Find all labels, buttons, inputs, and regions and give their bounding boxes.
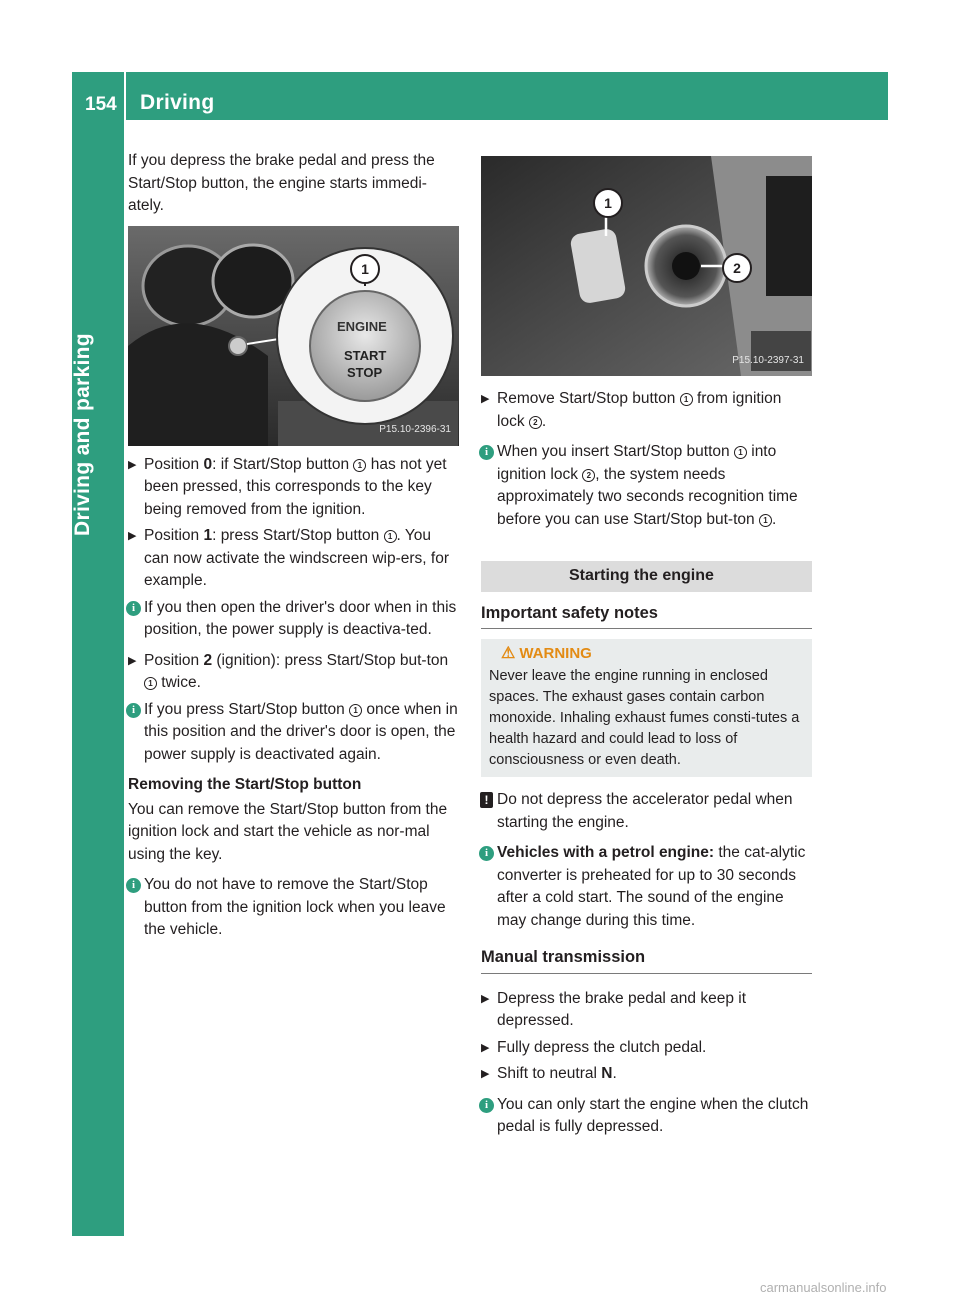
circle-one: 1 (734, 446, 747, 459)
step-text: Remove Start/Stop button (497, 390, 680, 407)
arrow-icon: ▶ (128, 530, 137, 542)
warning-box (481, 639, 812, 777)
info-icon: i (479, 445, 494, 460)
right-column (481, 156, 812, 1147)
step-text: Depress the brake pedal and keep it depressed. (497, 989, 747, 1029)
manual-step-2 (481, 1037, 812, 1060)
step-text: . (541, 412, 547, 430)
page-number: 154 (85, 94, 117, 115)
info-text: , the system needs approximately two seconds recognition time before you can use Start/Stop but-ton (497, 465, 798, 528)
circle-one: 1 (680, 393, 693, 406)
section-title: Driving (140, 91, 215, 114)
step-text: Fully depress the clutch pedal. (497, 1038, 707, 1056)
dashboard-photo (128, 226, 459, 446)
step-text: : if Start/Stop button (212, 455, 354, 473)
manual-heading: Manual transmission (481, 946, 812, 974)
safety-heading: Important safety notes (481, 602, 812, 630)
arrow-icon: ▶ (481, 1041, 490, 1054)
step-text: . You can now activate the windscreen wip-ers, for example. (144, 527, 449, 589)
info-petrol (481, 842, 812, 932)
arrow-icon: ▶ (128, 654, 137, 667)
stop-label: STOP (347, 364, 383, 380)
info-text: once when in this position and the driver's door is open, the power supply is deactivated again. (144, 700, 458, 763)
left-column (128, 150, 460, 950)
starting-heading: Starting the engine (481, 561, 812, 592)
info-text: You can only start the engine when the clutch pedal is fully depressed. (497, 1095, 809, 1135)
step-text: from ignition lock (497, 390, 782, 430)
info-text: When you insert Start/Stop button (497, 443, 734, 460)
step-position-1 (128, 525, 460, 593)
info-icon: i (479, 846, 494, 861)
engine-label: ENGINE (337, 318, 387, 334)
step-text: Position (144, 455, 204, 473)
circle-two: 2 (529, 416, 542, 429)
manual-step-3 (481, 1063, 812, 1086)
petrol-bold: Vehicles with a petrol engine: (497, 844, 715, 861)
info-text: the cat-alytic converter is preheated for up to 30 seconds after a cold start. The sound of the engine may change during this time. (497, 844, 806, 929)
step-remove-button (481, 388, 812, 433)
info-icon: i (126, 601, 141, 616)
image-code: P15.10-2396-31 (379, 424, 451, 435)
info-note-3 (128, 874, 460, 942)
arrow-icon: ▶ (481, 393, 490, 405)
info-text: If you press Start/Stop button (144, 700, 350, 718)
arrow-icon: ▶ (128, 458, 137, 471)
info-note-2 (128, 699, 460, 767)
callout-1: 1 (350, 254, 380, 284)
info-clutch (481, 1094, 812, 1139)
warning-title-text: WARNING (519, 645, 592, 662)
circle-two: 2 (582, 469, 595, 482)
step-text: . (612, 1065, 617, 1082)
position-value: 1 (203, 527, 213, 544)
position-value: 0 (203, 455, 213, 473)
exclamation-icon: ! (480, 792, 493, 808)
callout-2: 2 (722, 253, 752, 283)
callout-1: 1 (593, 188, 623, 218)
circle-one: 1 (144, 677, 157, 690)
manual-step-1 (481, 988, 812, 1033)
step-text: Position (144, 651, 204, 669)
caution-note (481, 789, 812, 834)
info-icon: i (126, 878, 141, 893)
info-icon: i (126, 703, 141, 718)
arrow-icon: ▶ (481, 992, 490, 1005)
step-text: : press Start/Stop button (212, 527, 384, 544)
position-value: 2 (203, 651, 213, 669)
circle-one: 1 (384, 530, 397, 543)
info-text: If you then open the driver's door when in this position, the power supply is deactiva-ted. (144, 598, 457, 638)
header-divider (124, 72, 126, 120)
step-text: Shift to neutral (497, 1065, 602, 1082)
dashboard-illustration (128, 226, 459, 446)
step-text: has not yet been pressed, this corresponds to the key being removed from the ignition. (144, 455, 447, 518)
info-icon: i (479, 1098, 494, 1113)
step-text: twice. (157, 674, 201, 691)
arrow-icon: ▶ (481, 1068, 490, 1080)
gear-value: N (601, 1065, 613, 1082)
info-text: You do not have to remove the Start/Stop button from the ignition lock when you leave the vehicle. (144, 876, 446, 938)
note-text: Do not depress the accelerator pedal when starting the engine. (497, 791, 793, 831)
start-label: START (344, 347, 387, 363)
circle-one: 1 (353, 459, 366, 472)
info-insert (481, 441, 812, 531)
warning-text: Never leave the engine running in enclosed spaces. The exhaust gases contain carbon monoxide. Inhaling exhaust fumes consti-tutes a health hazard and could lead to loss of consciousness or even death. (489, 668, 800, 768)
image-code: P15.10-2397-31 (732, 354, 804, 366)
circle-one: 1 (759, 514, 772, 527)
side-tab-label: Driving and parking (71, 333, 94, 536)
info-note-1 (128, 597, 460, 642)
circle-one: 1 (349, 704, 362, 717)
info-text: . (771, 510, 777, 528)
step-position-0 (128, 454, 460, 522)
intro-text: If you depress the brake pedal and press the Start/Stop button, the engine starts immedi-ately. (128, 152, 435, 214)
warning-title (489, 643, 804, 664)
removing-text: You can remove the Start/Stop button from the ignition lock and start the vehicle as nor-mal using the key. (128, 800, 448, 863)
warning-triangle-icon: ⚠ (501, 645, 516, 662)
step-text: Position (144, 527, 204, 544)
step-text: (ignition): press Start/Stop but-ton (212, 651, 449, 669)
ignition-photo (481, 156, 812, 376)
watermark: carmanualsonline.info (760, 1280, 887, 1295)
removing-heading: Removing the Start/Stop button (128, 776, 362, 793)
info-text: into ignition lock (497, 443, 777, 483)
step-position-2 (128, 650, 460, 695)
ignition-illustration (481, 156, 812, 376)
